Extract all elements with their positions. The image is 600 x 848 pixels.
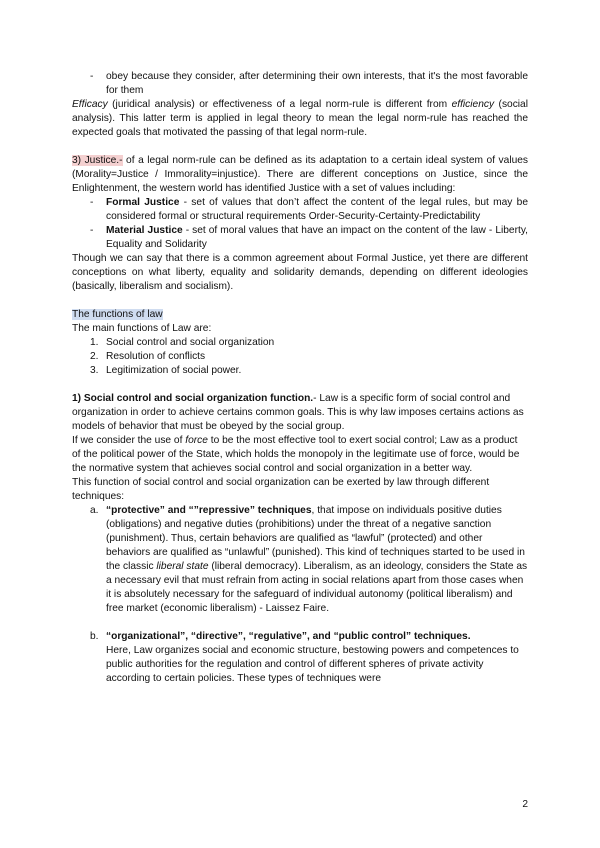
technique-a-title: “protective” and “”repressive” techniques: [106, 505, 312, 516]
justice-closing: Though we can say that there is a common agreement about Formal Justice, yet there are different conceptions on what liberty, equality and solidarity demands, depending on different ideologies (basically, liberalism and socialism).: [72, 253, 528, 292]
efficacy-text: (juridical analysis) or effectiveness of a legal norm-rule is different from: [107, 99, 452, 110]
list-text: Social control and social organization: [106, 337, 275, 348]
dash-marker: -: [90, 225, 94, 236]
dash-text: obey because they consider, after determining their own interests, that it's the most favorable for them: [106, 71, 528, 96]
formal-justice-title: Formal Justice: [106, 197, 180, 208]
functions-heading: [72, 308, 528, 322]
material-justice-text: - set of moral values that have an impact on the content of the law - Liberty, Equality and Solidarity: [106, 225, 528, 250]
dash-marker: -: [90, 197, 94, 208]
functions-heading-text: The functions of law: [72, 309, 163, 320]
technique-marker: b.: [90, 631, 99, 642]
list-item: [72, 350, 528, 364]
list-text: Resolution of conflicts: [106, 351, 206, 362]
efficacy-paragraph: [72, 98, 528, 140]
page-number: 2: [522, 799, 528, 810]
technique-b-title: “organizational”, “directive”, “regulative”, and “public control” techniques.: [106, 631, 471, 642]
technique-a-text: , that impose on individuals positive duties (obligations) and negative duties (prohibitions) under the threat of a negative sanction (punishment). Thus, certain behaviors are qualified as “lawful” (protected) and other behaviors are qualified as “unlawful” (punished). This kind of techniques started to be used in the classic: [106, 505, 525, 572]
formal-justice-text: - set of values that don’t affect the content of the legal rules, but may be considered formal or structural requirements Order-Security-Certainty-Predictability: [106, 197, 528, 222]
efficacy-tail: (social analysis). This latter term is applied in legal theory to mean the legal norm-rule has reached the expected goals that motivated the passing of that legal norm-rule.: [72, 99, 528, 138]
justice-paragraph: [72, 154, 528, 196]
dash-item-formal-justice: [72, 196, 528, 224]
list-text: Legitimization of social power.: [106, 365, 242, 376]
list-number: 1.: [90, 337, 99, 348]
force-text-a: If we consider the use of: [72, 435, 186, 446]
functions-intro: The main functions of Law are:: [72, 323, 212, 334]
social-control-paragraph: [72, 392, 528, 434]
efficiency-word: efficiency: [451, 99, 495, 110]
technique-b-text: Here, Law organizes social and economic structure, bestowing powers and competences to public authorities for the regulation and control of different spheres of private activity according to certain policies. These types of techniques were: [106, 645, 519, 684]
list-number: 3.: [90, 365, 99, 376]
techniques-intro: This function of social control and social organization can be exerted by law through different techniques:: [72, 477, 490, 502]
list-item: [72, 364, 528, 378]
technique-marker: a.: [90, 505, 99, 516]
document-page: [72, 70, 528, 686]
technique-b: [72, 630, 528, 686]
force-word: force: [185, 435, 208, 446]
list-item: [72, 336, 528, 350]
dash-item-material-justice: [72, 224, 528, 252]
technique-a-text-cont: (liberal democracy). Liberalism, as an ideology, considers the State as a necessary evil that must refrain from acting in social relations apart from those cases when it is absolutely necessary for the safeguard of individual autonomy (political liberalism) and free market (economic liberalism) - Laissez Faire.: [106, 561, 528, 614]
justice-label: 3) Justice.-: [72, 155, 123, 166]
force-text-b: to be the most effective tool to exert social control; Law as a product of the political power of the State, which holds the monopoly in the legitimate use of force, would be the normative system that achieves social control and social organization in a better way.: [72, 435, 520, 474]
justice-text: of a legal norm-rule can be defined as its adaptation to a certain ideal system of values (Morality=Justice / Immorality=injustice). There are different conceptions on Justice, since the Enlightenment, the western world has identified Justice with a set of values including:: [72, 155, 529, 194]
efficacy-word: Efficacy: [72, 99, 108, 110]
list-number: 2.: [90, 351, 99, 362]
liberal-state-term: liberal state: [156, 561, 209, 572]
technique-a: [72, 504, 528, 616]
dash-item-obey: [72, 70, 528, 98]
social-control-title: 1) Social control and social organization function.: [72, 393, 314, 404]
social-control-intro: - Law is a specific form of social control and organization in order to achieve certains common goals. This is why law imposes certains actions as models of behavior that must be obeyed by the social group.: [72, 393, 524, 432]
dash-marker: -: [90, 71, 94, 82]
force-paragraph: [72, 434, 528, 476]
material-justice-title: Material Justice: [106, 225, 183, 236]
